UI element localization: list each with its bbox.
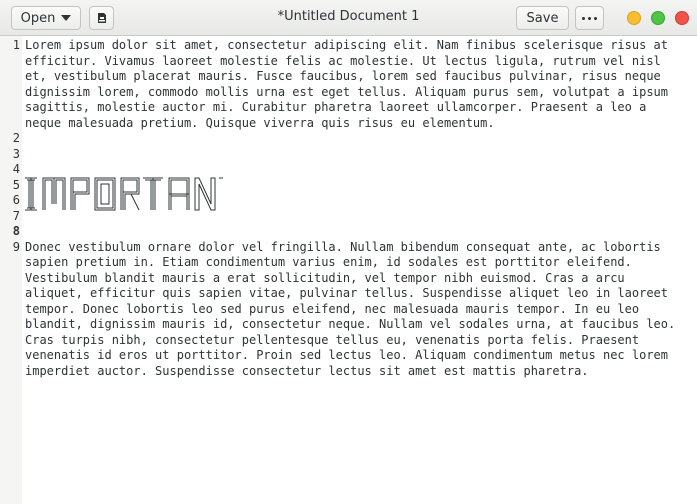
chevron-down-icon [61,15,71,21]
maximize-button[interactable] [651,11,665,25]
line-number-current: 8 [12,224,20,238]
menu-button[interactable] [575,6,604,30]
header-bar [0,0,697,36]
line-number: 6 [12,193,20,207]
line-text[interactable] [25,131,685,147]
line-number: 9 [12,239,20,254]
line-number: 1 [12,38,20,52]
editor-line [0,240,697,380]
editor-line [0,38,697,131]
editor-line [0,131,697,147]
minimize-button[interactable] [627,11,641,25]
text-editor[interactable] [0,38,697,379]
line-text[interactable]: Donec vestibulum ornare dolor vel fringilla. Nullam bibendum consequat ante, ac lobortis sapien pretium in. Etiam condimentum varius enim, id sodales est porttitor eleifend. Vestibulum blandit mauris a erat sollicitudin, vel tempor nibh euismod. Cras a arcu aliquet, efficitur quis sapien vitae, pulvinar tellus. Suspendisse aliquet leo in laoreet tempor. Donec lobortis leo sed purus eleifend, nec malesuada mauris tempor. In eu leo blandit, dignissim mauris id, consectetur neque. Nullam vel sodales urna, at faucibus leo. Cras turpis nibh, consectetur pellentesque tellus eu, venenatis porta felis. Praesent venenatis id eros ut porttitor. Proin sed lectus leo. Aliquam condimentum metus nec lorem imperdiet auctor. Suspendisse consectetur lectus sit amet est mattis pharetra. [25,239,683,378]
line-number: 4 [12,162,20,176]
line-number: 7 [12,208,20,223]
line-text[interactable]: Lorem ipsum dolor sit amet, consectetur adipiscing elit. Nam finibus scelerisque risus at efficitur. Vivamus laoreet molestie felis ac molestie. Ut lectus ligula, rutrum vel nisl et, vestibulum placerat mauris. Fusce faucibus, lorem sed faucibus pulvinar, risus neque dignissim lorem, commodo mollis urna est eget tellus. Aliquam purus sem, volutpat a ipsum sagittis, molestie auctor mi. Curabitur pharetra laoreet ullamcorper. Praesent a leo a neque malesuada pretium. Quisque viverra quis risus eu elementum. [25,38,676,130]
window-title: *Untitled Document 1 [277,9,420,24]
ascii-art-important [23,174,223,214]
line-number: 5 [12,177,20,192]
save-button[interactable]: Save [516,6,569,30]
editor-line [0,147,697,163]
document-new-icon [96,12,108,24]
more-options-icon [582,17,597,20]
close-button[interactable] [675,11,689,25]
editor-line [0,224,697,240]
open-button-label: Open [20,10,56,26]
line-text[interactable] [25,147,685,163]
line-text[interactable] [25,224,685,240]
line-number: 3 [12,146,20,161]
new-document-button[interactable] [89,6,114,30]
line-number: 2 [12,131,20,145]
open-button[interactable] [11,6,81,30]
